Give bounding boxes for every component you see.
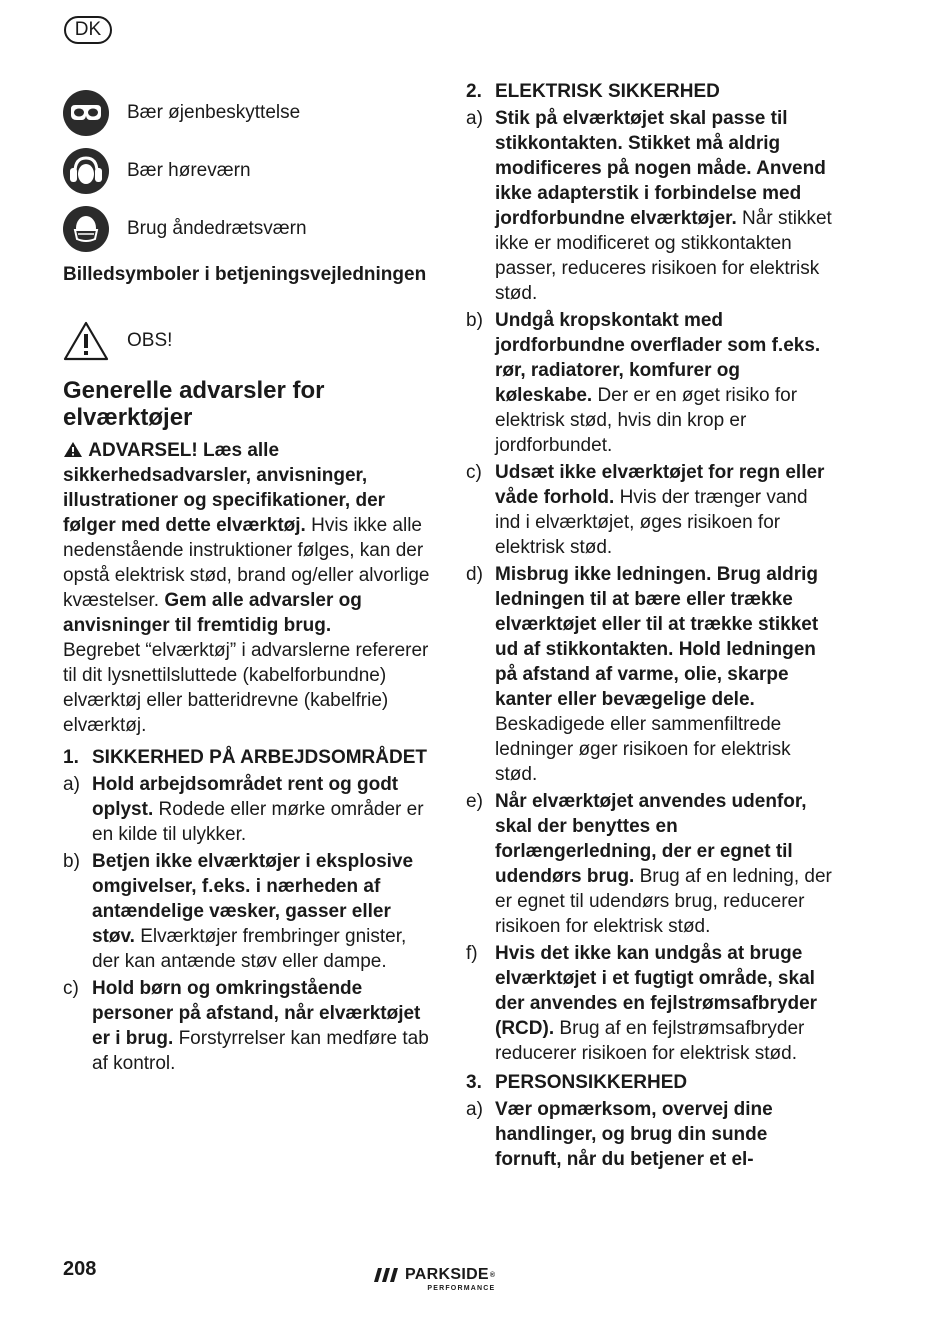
- symbol-ear-protection: [63, 148, 251, 194]
- section-2: [466, 79, 836, 1172]
- list-item: b) Undgå kropskontakt med jordforbundne overflader som f.eks. rør, radiatorer, komfurer og køleskabe. Der er en øget risiko for elektrisk stød, hvis din krop er jordforbundet.: [466, 310, 821, 456]
- list-item: b) Betjen ikke elværktøjer i eksplosive omgivelser, f.eks. i nærheden af antændelige væsker, gasser eller støv. Elværktøjer frembringer gnister, der kan antænde støv eller dampe.: [63, 851, 414, 972]
- section-heading: 1. SIKKERHED PÅ ARBEJDSOMRÅDET: [63, 747, 427, 768]
- warning-text: Hvis ikke alle nedenstående instruktioner følges, kan der opstå elektrisk stød, brand og/eller alvorlige kvæstelser.: [63, 515, 430, 611]
- general-warning: [63, 438, 433, 738]
- section-title: Generelle advarsler for elværktøjer: [63, 377, 325, 431]
- goggles-icon: [63, 90, 109, 136]
- list-item: d) Misbrug ikke ledningen. Brug aldrig ledningen til at bære eller trække elværktøjet eller til at trække stikket ud af stikkontakten. Hold ledningen på afstand af varme, olie, skarpe kanter eller bevægelige dele. Beskadigede eller sammenfiltrede ledninger øger risikoen for elektrisk stød.: [466, 564, 819, 785]
- list-item: c) Hold børn og omkringstående personer på afstand, når elværktøjet er i brug. Forstyrrelser kan medføre tab af kontrol.: [63, 978, 429, 1074]
- respirator-icon: [63, 206, 109, 252]
- warning-triangle-icon: [63, 320, 109, 362]
- obs-label: OBS!: [127, 330, 173, 351]
- parkside-logo: PARKSIDE ® PERFORMANCE: [374, 1266, 495, 1292]
- section-1: [63, 745, 433, 1076]
- symbol-eye-protection: [63, 90, 300, 136]
- symbol-label: Bær øjenbeskyttelse: [127, 102, 301, 123]
- list-item: c) Udsæt ikke elværktøjet for regn eller våde forhold. Hvis der trænger vand ind i elværktøjet, øges risikoen for elektrisk stød.: [466, 462, 825, 558]
- definition-text: Begrebet “elværktøj” i advarslerne refererer til dit lysnettilsluttede (kabelforbundne) elværktøj eller batteridrevne (kabelfrie) elværktøj.: [63, 640, 429, 736]
- language-badge: DK: [64, 16, 112, 44]
- list-item: a) Hold arbejdsområdet rent og godt oplyst. Rodede eller mørke områder er en kilde til ulykker.: [63, 774, 424, 845]
- image-symbols-heading: Billedsymboler i betjeningsvejledningen: [63, 264, 427, 285]
- page-number: 208: [63, 1258, 97, 1280]
- warning-bold-text: ADVARSEL! Læs alle sikkerhedsadvarsler, anvisninger, illustrationer og specifikationer, der følger med dette elværktøj.: [63, 440, 386, 536]
- section-heading: 3. PERSONSIKKERHED: [466, 1072, 688, 1093]
- list-item: a) Stik på elværktøjet skal passe til stikkontakten. Stikket må aldrig modificeres på nogen måde. Anvend ikke adapterstik i forbindelse med jordforbundne elværktøjer. Når stikket ikke er modificeret og stikkontakten passer, reduceres risikoen for elektrisk stød.: [466, 108, 832, 304]
- logo-stripes-icon: [374, 1268, 400, 1282]
- warning-icon: [63, 440, 88, 461]
- symbol-respirator: [63, 206, 307, 252]
- ear-protection-icon: [63, 148, 109, 194]
- symbol-label: Brug åndedrætsværn: [127, 218, 307, 239]
- symbol-label: Bær høreværn: [127, 160, 251, 181]
- list-item: f) Hvis det ikke kan undgås at bruge elværktøjet i et fugtigt område, skal der anvendes en fejlstrømsafbryder (RCD). Brug af en fejlstrømsafbryder reducerer risikoen for elektrisk stød.: [466, 943, 818, 1064]
- list-item: a) Vær opmærksom, overvej dine handlinger, og brug din sunde fornuft, når du betjener et el-: [466, 1099, 773, 1170]
- section-heading: 2. ELEKTRISK SIKKERHED: [466, 81, 720, 102]
- symbol-obs: [63, 320, 172, 362]
- list-item: e) Når elværktøjet anvendes udenfor, skal der benyttes en forlængerledning, der er egnet til udendørs brug. Brug af en ledning, der er egnet til udendørs brug, reducerer risikoen for elektrisk stød.: [466, 791, 832, 937]
- logo-sub: PERFORMANCE: [427, 1285, 496, 1292]
- keep-instructions-text: Gem alle advarsler og anvisninger til fremtidig brug.: [63, 590, 362, 636]
- logo-brand: PARKSIDE: [405, 1266, 489, 1283]
